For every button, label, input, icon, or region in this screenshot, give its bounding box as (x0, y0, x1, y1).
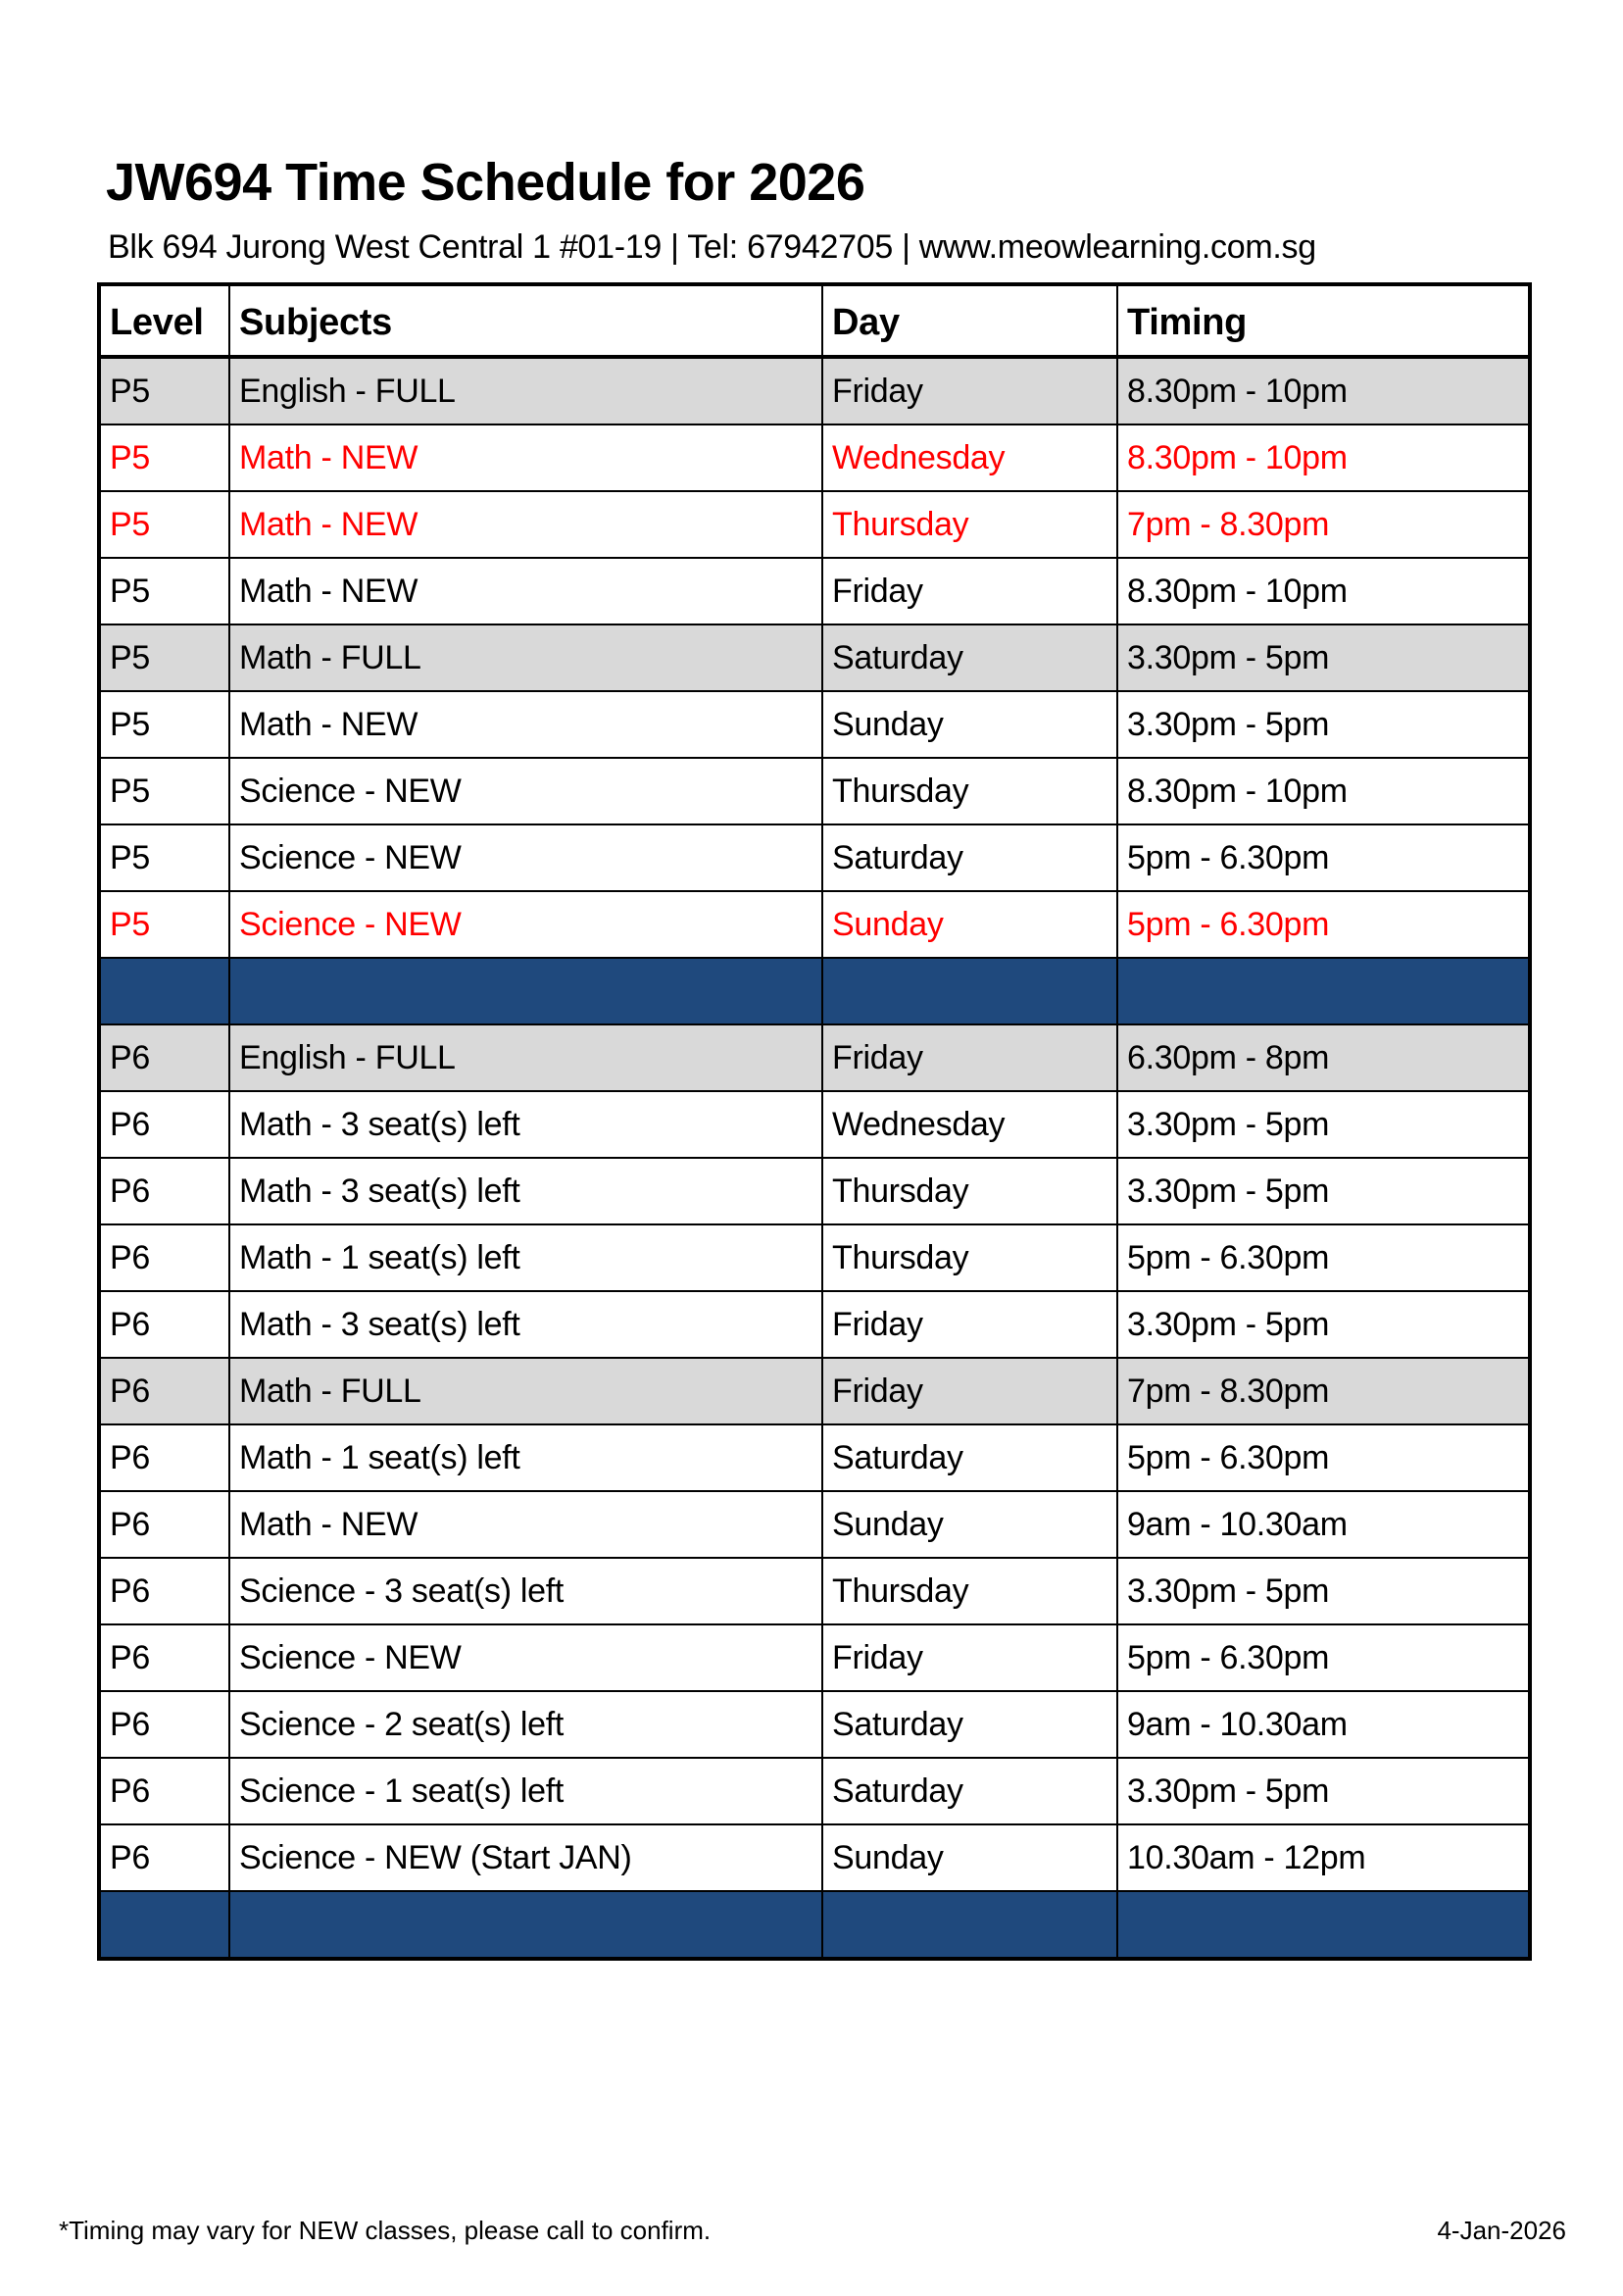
table-row (99, 1291, 1530, 1358)
table-row (99, 1491, 1530, 1558)
cell-day: Saturday (822, 1424, 1117, 1491)
cell-timing: 8.30pm - 10pm (1117, 558, 1530, 624)
cell-timing: 3.30pm - 5pm (1117, 1558, 1530, 1624)
table-row (99, 1158, 1530, 1224)
cell-subject: English - FULL (229, 1024, 822, 1091)
cell-subject: Science - 1 seat(s) left (229, 1758, 822, 1824)
column-header-subjects: Subjects (229, 284, 822, 357)
table-row (99, 1758, 1530, 1824)
cell-subject: Math - FULL (229, 1358, 822, 1424)
cell-level: P5 (99, 691, 229, 758)
table-row (99, 1224, 1530, 1291)
cell-timing: 8.30pm - 10pm (1117, 424, 1530, 491)
cell-level: P6 (99, 1691, 229, 1758)
cell-subject: Math - 1 seat(s) left (229, 1424, 822, 1491)
cell-day: Saturday (822, 1758, 1117, 1824)
cell-day: Friday (822, 1624, 1117, 1691)
table-row (99, 624, 1530, 691)
table-row (99, 691, 1530, 758)
cell-subject: Math - 3 seat(s) left (229, 1291, 822, 1358)
cell-subject: Math - NEW (229, 1491, 822, 1558)
cell-subject: Science - NEW (229, 824, 822, 891)
cell-day: Thursday (822, 1158, 1117, 1224)
schedule-table (97, 282, 1532, 1961)
cell-day: Saturday (822, 1691, 1117, 1758)
cell-subject: Science - 3 seat(s) left (229, 1558, 822, 1624)
cell-day: Thursday (822, 1558, 1117, 1624)
cell-level: P6 (99, 1624, 229, 1691)
cell-subject (229, 1891, 822, 1959)
cell-subject: Math - 3 seat(s) left (229, 1158, 822, 1224)
cell-level: P6 (99, 1091, 229, 1158)
cell-timing: 8.30pm - 10pm (1117, 357, 1530, 424)
cell-timing: 3.30pm - 5pm (1117, 691, 1530, 758)
cell-level: P6 (99, 1824, 229, 1891)
table-row (99, 824, 1530, 891)
cell-timing: 5pm - 6.30pm (1117, 1424, 1530, 1491)
cell-timing: 7pm - 8.30pm (1117, 491, 1530, 558)
cell-subject: Math - 1 seat(s) left (229, 1224, 822, 1291)
cell-level: P6 (99, 1358, 229, 1424)
cell-subject: Science - NEW (229, 1624, 822, 1691)
cell-day: Sunday (822, 891, 1117, 958)
column-header-day: Day (822, 284, 1117, 357)
cell-day (822, 1891, 1117, 1959)
cell-day: Sunday (822, 1491, 1117, 1558)
contact-info: Blk 694 Jurong West Central 1 #01-19 | Tel: 67942705 | www.meowlearning.com.sg (108, 228, 1316, 266)
table-row (99, 758, 1530, 824)
schedule-body (99, 357, 1530, 1959)
cell-day: Thursday (822, 758, 1117, 824)
cell-level: P5 (99, 424, 229, 491)
cell-day: Wednesday (822, 1091, 1117, 1158)
cell-level: P6 (99, 1758, 229, 1824)
cell-timing: 9am - 10.30am (1117, 1691, 1530, 1758)
cell-day: Saturday (822, 624, 1117, 691)
table-row (99, 1024, 1530, 1091)
cell-level: P5 (99, 357, 229, 424)
cell-timing: 7pm - 8.30pm (1117, 1358, 1530, 1424)
footnote: *Timing may vary for NEW classes, please call to confirm. (59, 2216, 712, 2245)
cell-day: Friday (822, 558, 1117, 624)
cell-day: Friday (822, 1358, 1117, 1424)
cell-timing: 9am - 10.30am (1117, 1491, 1530, 1558)
column-header-timing: Timing (1117, 284, 1530, 357)
cell-level: P6 (99, 1558, 229, 1624)
cell-day (822, 958, 1117, 1024)
cell-level: P5 (99, 824, 229, 891)
cell-subject: English - FULL (229, 357, 822, 424)
cell-subject: Math - NEW (229, 491, 822, 558)
cell-subject: Science - NEW (229, 758, 822, 824)
cell-subject: Math - NEW (229, 558, 822, 624)
table-row (99, 1558, 1530, 1624)
cell-timing: 6.30pm - 8pm (1117, 1024, 1530, 1091)
cell-timing: 5pm - 6.30pm (1117, 824, 1530, 891)
cell-level: P6 (99, 1291, 229, 1358)
cell-timing: 3.30pm - 5pm (1117, 1758, 1530, 1824)
cell-subject (229, 958, 822, 1024)
last-updated-date: 4-Jan-2026 (1437, 2216, 1566, 2245)
cell-day: Saturday (822, 824, 1117, 891)
cell-day: Friday (822, 357, 1117, 424)
cell-level: P6 (99, 1224, 229, 1291)
cell-level: P5 (99, 891, 229, 958)
cell-timing (1117, 958, 1530, 1024)
cell-timing: 3.30pm - 5pm (1117, 624, 1530, 691)
cell-day: Friday (822, 1024, 1117, 1091)
cell-level: P6 (99, 1491, 229, 1558)
cell-subject: Science - NEW (229, 891, 822, 958)
cell-timing: 8.30pm - 10pm (1117, 758, 1530, 824)
table-row (99, 1091, 1530, 1158)
table-row (99, 1358, 1530, 1424)
cell-subject: Math - FULL (229, 624, 822, 691)
cell-level (99, 1891, 229, 1959)
cell-level: P5 (99, 624, 229, 691)
cell-day: Thursday (822, 1224, 1117, 1291)
cell-subject: Math - NEW (229, 691, 822, 758)
table-row (99, 424, 1530, 491)
cell-timing: 3.30pm - 5pm (1117, 1291, 1530, 1358)
cell-subject: Science - NEW (Start JAN) (229, 1824, 822, 1891)
cell-timing: 10.30am - 12pm (1117, 1824, 1530, 1891)
cell-day: Wednesday (822, 424, 1117, 491)
cell-level: P5 (99, 758, 229, 824)
cell-subject: Math - NEW (229, 424, 822, 491)
cell-level: P5 (99, 558, 229, 624)
table-row (99, 1824, 1530, 1891)
cell-timing: 5pm - 6.30pm (1117, 1224, 1530, 1291)
table-row (99, 357, 1530, 424)
cell-level (99, 958, 229, 1024)
cell-timing (1117, 1891, 1530, 1959)
table-row (99, 558, 1530, 624)
separator-row (99, 1891, 1530, 1959)
cell-timing: 3.30pm - 5pm (1117, 1091, 1530, 1158)
cell-level: P6 (99, 1158, 229, 1224)
table-header-row (99, 284, 1530, 357)
cell-timing: 5pm - 6.30pm (1117, 1624, 1530, 1691)
table-row (99, 1691, 1530, 1758)
column-header-level: Level (99, 284, 229, 357)
cell-level: P6 (99, 1024, 229, 1091)
cell-day: Sunday (822, 1824, 1117, 1891)
cell-subject: Science - 2 seat(s) left (229, 1691, 822, 1758)
cell-level: P5 (99, 491, 229, 558)
cell-day: Thursday (822, 491, 1117, 558)
separator-row (99, 958, 1530, 1024)
cell-timing: 3.30pm - 5pm (1117, 1158, 1530, 1224)
table-row (99, 1424, 1530, 1491)
cell-timing: 5pm - 6.30pm (1117, 891, 1530, 958)
table-row (99, 1624, 1530, 1691)
cell-day: Sunday (822, 691, 1117, 758)
cell-subject: Math - 3 seat(s) left (229, 1091, 822, 1158)
table-row (99, 491, 1530, 558)
page-title: JW694 Time Schedule for 2026 (106, 153, 865, 212)
cell-day: Friday (822, 1291, 1117, 1358)
cell-level: P6 (99, 1424, 229, 1491)
table-row (99, 891, 1530, 958)
